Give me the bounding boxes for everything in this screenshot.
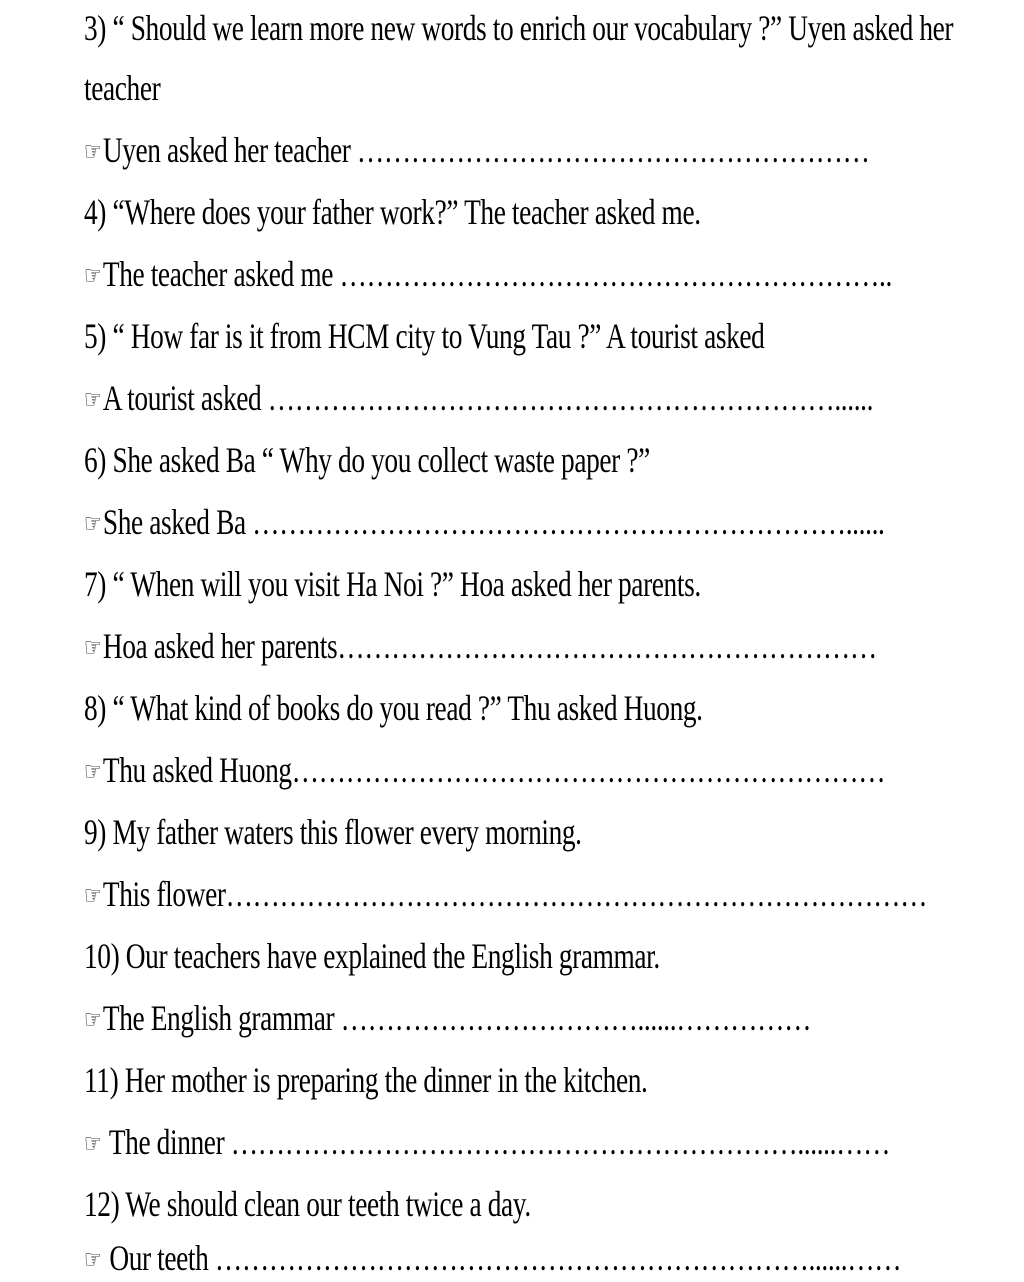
pointing-hand-icon: ☞ bbox=[84, 137, 102, 166]
question-7: 7) “ When will you visit Ha Noi ?” Hoa asked her parents. bbox=[84, 564, 701, 604]
answer-line-4: ☞The teacher asked me …………………………………………………….. bbox=[84, 252, 892, 298]
pointing-hand-icon: ☞ bbox=[84, 1129, 102, 1158]
question-11: 11) Her mother is preparing the dinner in the kitchen. bbox=[84, 1060, 648, 1100]
question-5: 5) “ How far is it from HCM city to Vung Tau ?” A tourist asked bbox=[84, 316, 765, 356]
pointing-hand-icon: ☞ bbox=[84, 385, 102, 414]
answer-line-12: ☞ Our teeth …………………………………………………………......…… bbox=[84, 1236, 901, 1282]
question-3-line-2: teacher bbox=[84, 68, 161, 108]
answer-line-5: ☞A tourist asked ………………………………………………………...... bbox=[84, 376, 873, 422]
pointing-hand-icon: ☞ bbox=[84, 1005, 102, 1034]
pointing-hand-icon: ☞ bbox=[84, 509, 102, 538]
question-6: 6) She asked Ba “ Why do you collect waste paper ?” bbox=[84, 440, 650, 480]
question-9: 9) My father waters this flower every morning. bbox=[84, 812, 582, 852]
question-10: 10) Our teachers have explained the English grammar. bbox=[84, 936, 660, 976]
question-12: 12) We should clean our teeth twice a day. bbox=[84, 1184, 531, 1224]
answer-line-10: ☞The English grammar ……………………………......…………… bbox=[84, 996, 811, 1042]
answer-line-11: ☞ The dinner ………………………………………………………......…… bbox=[84, 1120, 890, 1166]
pointing-hand-icon: ☞ bbox=[84, 1245, 102, 1274]
pointing-hand-icon: ☞ bbox=[84, 633, 102, 662]
question-4: 4) “Where does your father work?” The teacher asked me. bbox=[84, 192, 701, 232]
answer-line-6: ☞She asked Ba …………………………………………………………...... bbox=[84, 500, 884, 546]
answer-line-9: ☞This flower…………………………………………………………………… bbox=[84, 872, 927, 918]
pointing-hand-icon: ☞ bbox=[84, 261, 102, 290]
answer-line-8: ☞Thu asked Huong………………………………………………………… bbox=[84, 748, 885, 794]
question-8: 8) “ What kind of books do you read ?” Thu asked Huong. bbox=[84, 688, 703, 728]
question-3-line-1: 3) “ Should we learn more new words to enrich our vocabulary ?” Uyen asked her bbox=[84, 8, 954, 48]
pointing-hand-icon: ☞ bbox=[84, 757, 102, 786]
answer-line-3: ☞Uyen asked her teacher ………………………………………………… bbox=[84, 128, 870, 174]
answer-line-7: ☞Hoa asked her parents…………………………………………………… bbox=[84, 624, 877, 670]
pointing-hand-icon: ☞ bbox=[84, 881, 102, 910]
